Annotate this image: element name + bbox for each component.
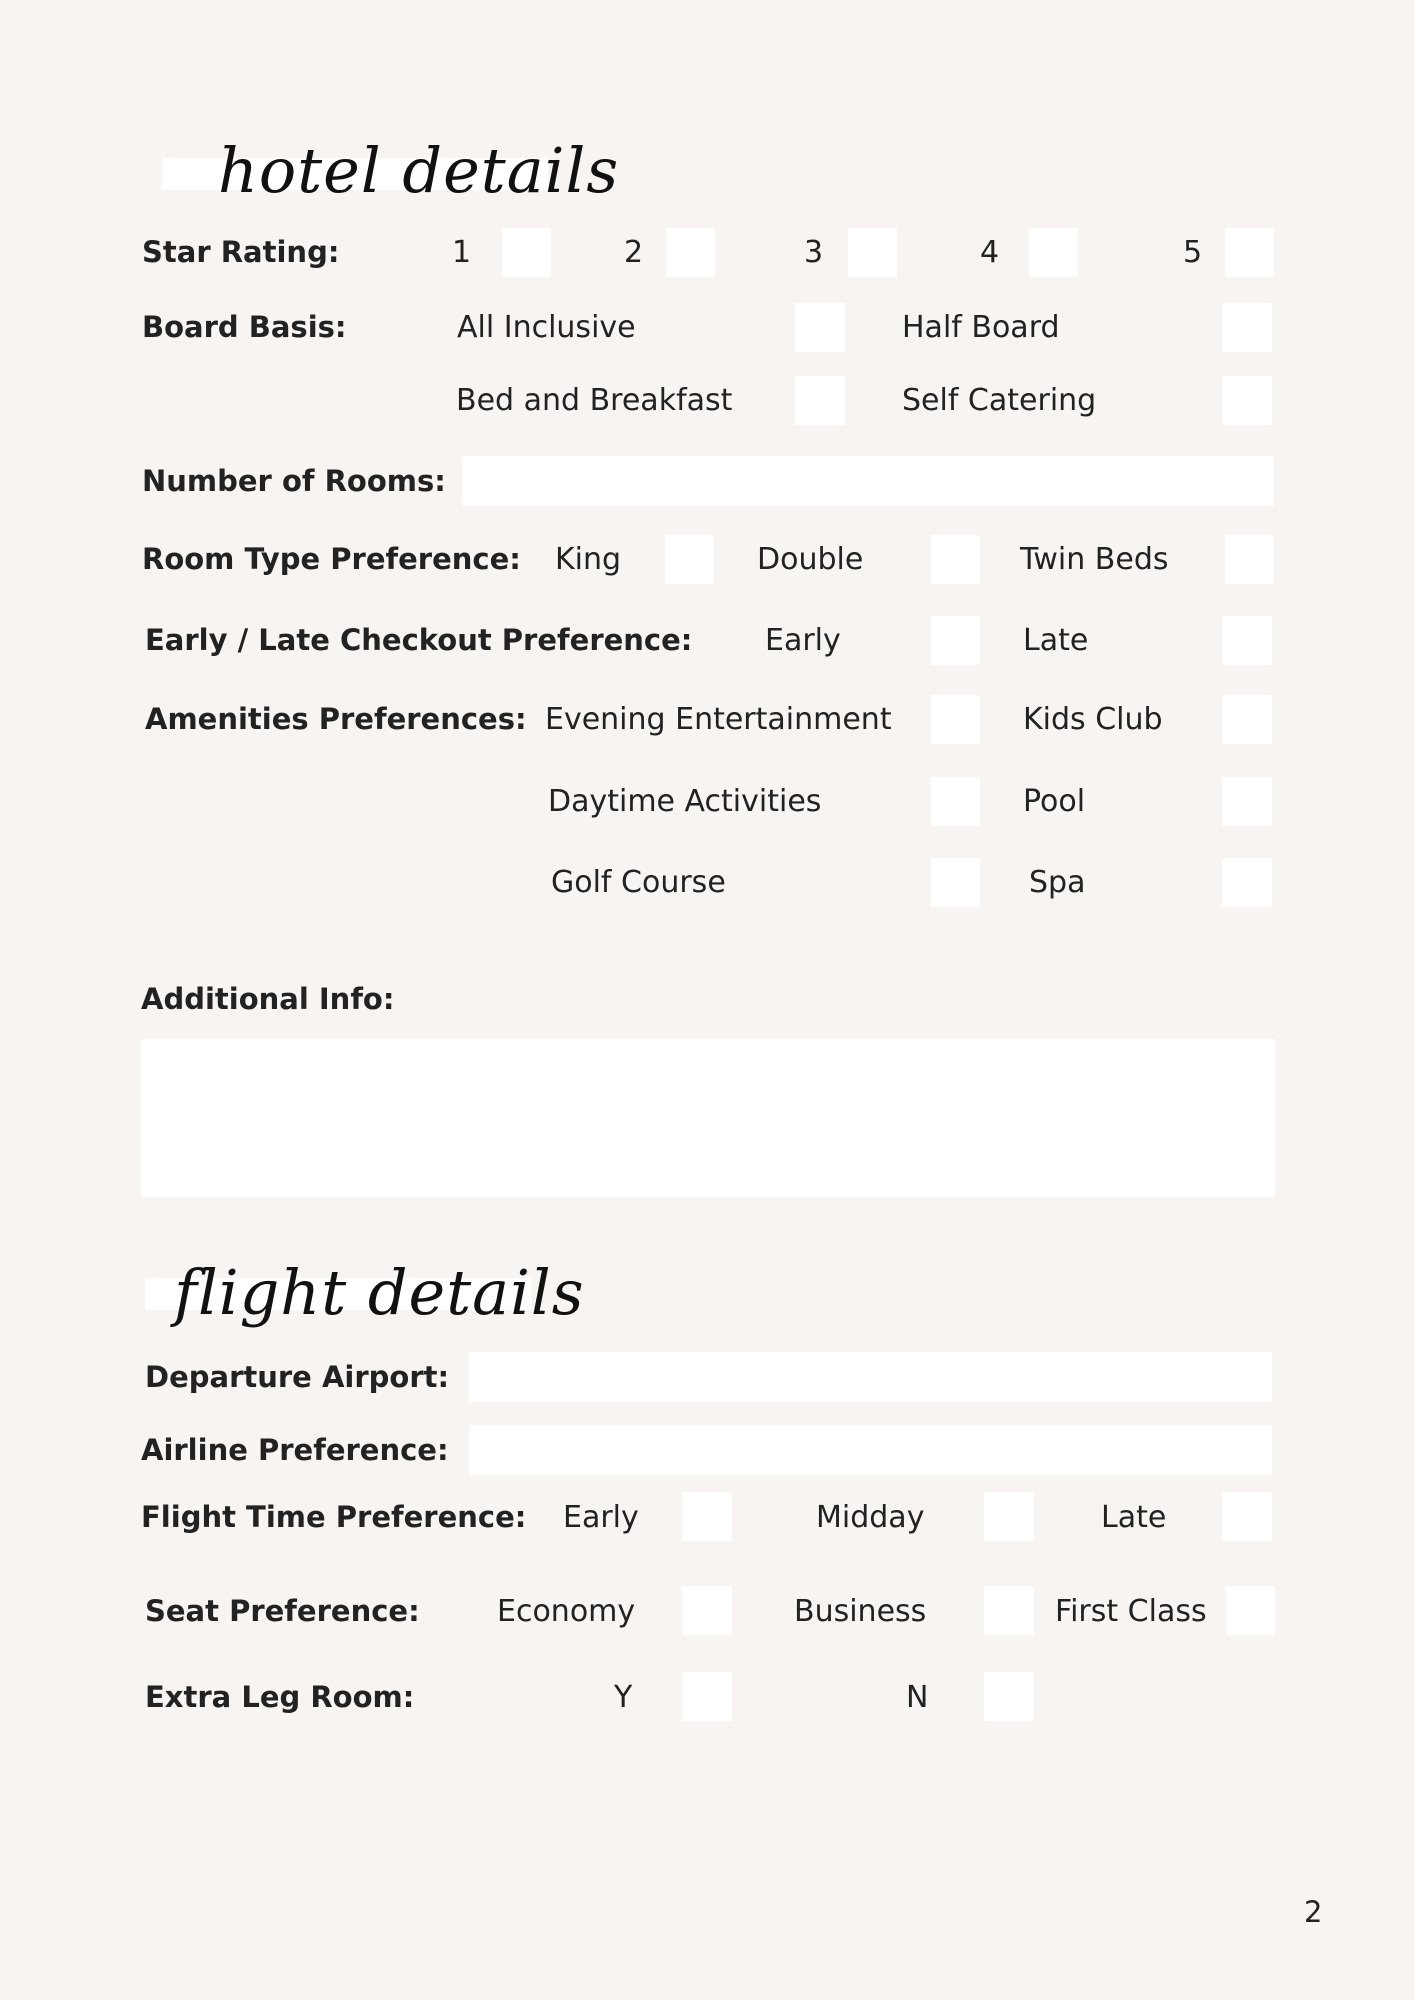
star-rating-label: Star Rating: xyxy=(142,235,340,269)
room-type-label: Room Type Preference: xyxy=(142,542,521,576)
flight-time-midday-label: Midday xyxy=(816,1500,925,1535)
checkout-early-checkbox[interactable] xyxy=(931,616,980,665)
seat-first-class-checkbox[interactable] xyxy=(1226,1586,1275,1635)
airline-preference-label: Airline Preference: xyxy=(141,1433,449,1467)
leg-room-yes-checkbox[interactable] xyxy=(682,1672,732,1721)
seat-business-checkbox[interactable] xyxy=(984,1586,1034,1635)
amenity-kids-club-label: Kids Club xyxy=(1023,702,1163,737)
star-option-3-label: 3 xyxy=(804,235,824,270)
star-5-checkbox[interactable] xyxy=(1225,228,1274,277)
flight-time-early-checkbox[interactable] xyxy=(682,1492,732,1541)
flight-heading: flight details xyxy=(174,1256,585,1329)
star-option-2-label: 2 xyxy=(624,235,644,270)
star-option-5-label: 5 xyxy=(1183,235,1203,270)
flight-time-late-label: Late xyxy=(1101,1500,1167,1535)
flight-time-label: Flight Time Preference: xyxy=(141,1500,527,1534)
board-half-board-checkbox[interactable] xyxy=(1222,303,1272,352)
amenity-pool-checkbox[interactable] xyxy=(1222,777,1272,826)
room-double-checkbox[interactable] xyxy=(931,535,980,584)
amenity-evening-entertainment-label: Evening Entertainment xyxy=(545,702,892,737)
checkout-label: Early / Late Checkout Preference: xyxy=(145,623,693,657)
amenity-kids-club-checkbox[interactable] xyxy=(1222,695,1272,744)
board-half-board-label: Half Board xyxy=(902,310,1060,345)
page-number: 2 xyxy=(1304,1895,1323,1929)
star-option-4-label: 4 xyxy=(980,235,1000,270)
checkout-late-label: Late xyxy=(1023,623,1089,658)
seat-preference-label: Seat Preference: xyxy=(145,1594,420,1628)
flight-time-late-checkbox[interactable] xyxy=(1222,1492,1272,1541)
amenity-daytime-activities-checkbox[interactable] xyxy=(931,777,980,826)
room-king-checkbox[interactable] xyxy=(665,535,714,584)
seat-economy-checkbox[interactable] xyxy=(682,1586,732,1635)
checkout-early-label: Early xyxy=(765,623,841,658)
board-self-catering-label: Self Catering xyxy=(902,383,1097,418)
star-option-1-label: 1 xyxy=(452,235,472,270)
amenities-label: Amenities Preferences: xyxy=(145,702,527,736)
number-of-rooms-label: Number of Rooms: xyxy=(142,464,446,498)
seat-business-label: Business xyxy=(794,1594,927,1629)
leg-room-no-label: N xyxy=(906,1680,929,1715)
room-double-label: Double xyxy=(757,542,864,577)
board-self-catering-checkbox[interactable] xyxy=(1222,376,1272,425)
checkout-late-checkbox[interactable] xyxy=(1222,616,1272,665)
room-twin-beds-checkbox[interactable] xyxy=(1225,535,1274,584)
leg-room-yes-label: Y xyxy=(614,1680,633,1715)
flight-time-early-label: Early xyxy=(563,1500,639,1535)
extra-leg-room-label: Extra Leg Room: xyxy=(145,1680,415,1714)
flight-time-midday-checkbox[interactable] xyxy=(984,1492,1034,1541)
amenity-golf-course-checkbox[interactable] xyxy=(931,858,980,907)
board-bed-breakfast-checkbox[interactable] xyxy=(795,376,845,425)
star-2-checkbox[interactable] xyxy=(666,228,715,277)
amenity-golf-course-label: Golf Course xyxy=(551,865,726,900)
departure-airport-label: Departure Airport: xyxy=(145,1360,450,1394)
room-twin-beds-label: Twin Beds xyxy=(1020,542,1169,577)
seat-economy-label: Economy xyxy=(497,1594,636,1629)
hotel-heading: hotel details xyxy=(218,134,620,207)
board-all-inclusive-label: All Inclusive xyxy=(457,310,636,345)
board-bed-breakfast-label: Bed and Breakfast xyxy=(456,383,733,418)
additional-info-textarea[interactable] xyxy=(141,1039,1275,1197)
amenity-pool-label: Pool xyxy=(1023,784,1086,819)
amenity-spa-checkbox[interactable] xyxy=(1222,858,1272,907)
star-3-checkbox[interactable] xyxy=(848,228,897,277)
airline-preference-field[interactable] xyxy=(469,1425,1272,1475)
number-of-rooms-field[interactable] xyxy=(462,456,1274,506)
amenity-spa-label: Spa xyxy=(1029,865,1086,900)
board-basis-label: Board Basis: xyxy=(142,310,347,344)
amenity-evening-entertainment-checkbox[interactable] xyxy=(931,695,980,744)
amenity-daytime-activities-label: Daytime Activities xyxy=(548,784,822,819)
room-king-label: King xyxy=(555,542,622,577)
leg-room-no-checkbox[interactable] xyxy=(984,1672,1034,1721)
star-1-checkbox[interactable] xyxy=(502,228,551,277)
star-4-checkbox[interactable] xyxy=(1029,228,1078,277)
seat-first-class-label: First Class xyxy=(1055,1594,1207,1629)
board-all-inclusive-checkbox[interactable] xyxy=(795,303,845,352)
departure-airport-field[interactable] xyxy=(469,1352,1272,1402)
additional-info-label: Additional Info: xyxy=(141,982,395,1016)
